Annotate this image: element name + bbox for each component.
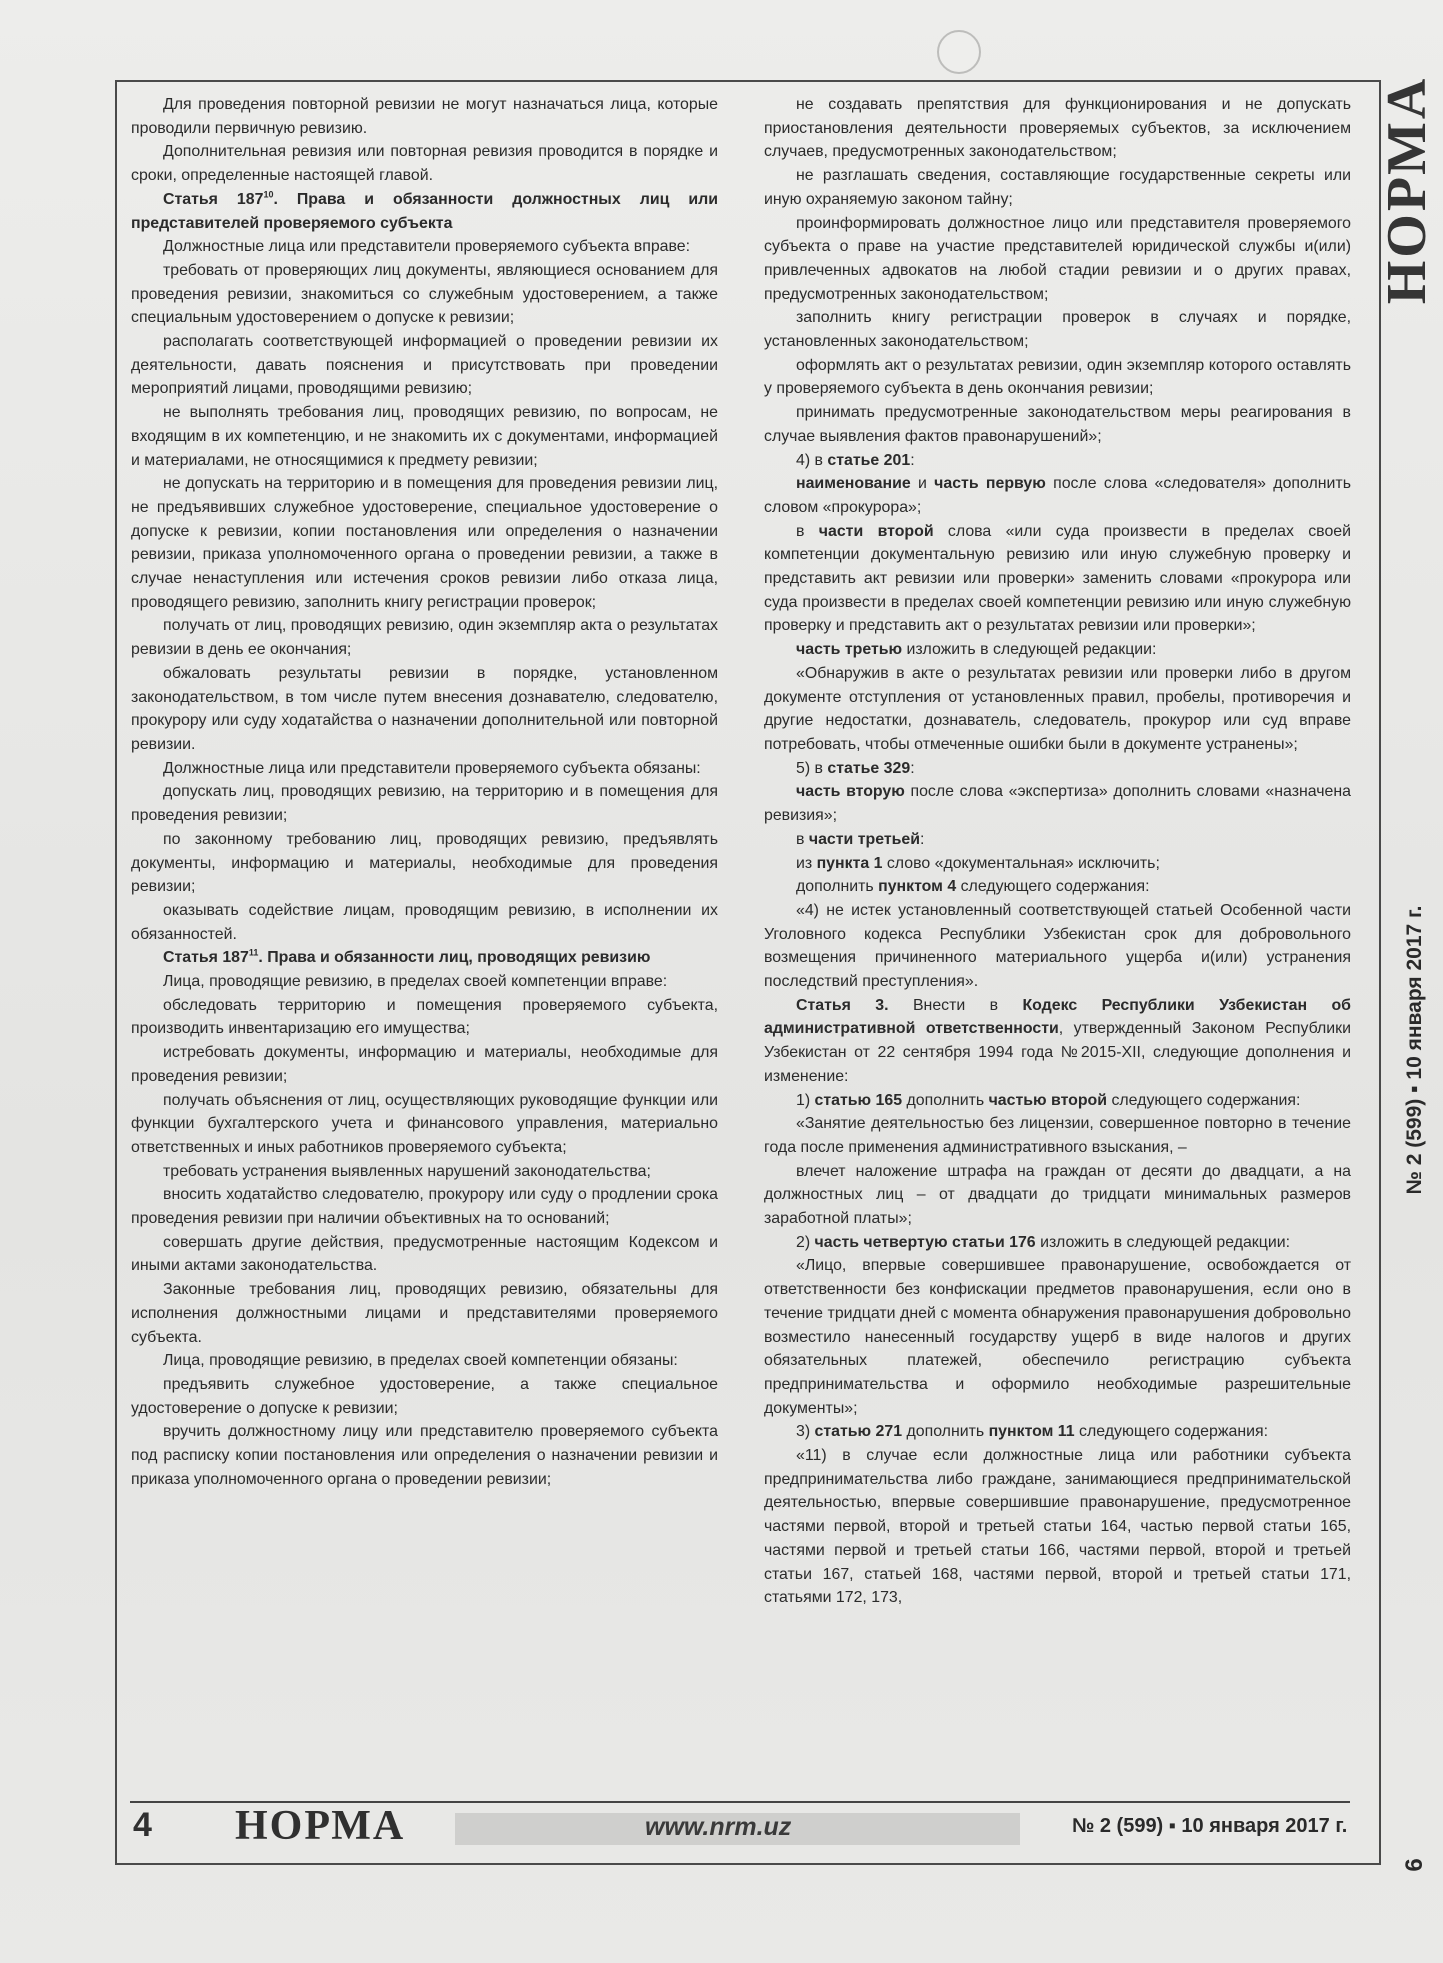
article-heading-187-11: Статья $187^{11}$. Права и обязанности лиц, проводящих ревизию	[163, 948, 651, 967]
paragraph: требовать устранения выявленных нарушений законодательства;	[163, 1162, 651, 1180]
side-issue-date: № 2 (599) ▪ 10 января 2017 г.	[1403, 905, 1426, 1195]
paragraph: 2) часть четвертую статьи 176 изложить в следующей редакции:	[796, 1233, 1291, 1251]
paragraph: 3) статью 271 дополнить пунктом 11 следующего содержания:	[796, 1423, 1268, 1441]
paragraph: получать от лиц, проводящих ревизию, один экземпляр акта о результатах ревизии в день ее окончания;	[131, 617, 718, 659]
side-page-number: 6	[1401, 1858, 1428, 1872]
paragraph: Лица, проводящие ревизию, в пределах своей компетенции обязаны:	[163, 1352, 678, 1370]
paragraph: обследовать территорию и помещения проверяемого субъекта, производить инвентаризацию его имущества;	[131, 996, 718, 1038]
paragraph: Для проведения повторной ревизии не могут назначаться лица, которые проводили первичную ревизию.	[131, 96, 718, 137]
paragraph: совершать другие действия, предусмотренные настоящим Кодексом и иными актами законодательства.	[131, 1233, 718, 1275]
paragraph: вносить ходатайство следователю, прокурору или суду о продлении срока проведения ревизии при наличии объективных на то оснований;	[131, 1186, 718, 1228]
left-column	[131, 93, 718, 1491]
right-column	[764, 93, 1351, 1610]
paragraph: по законному требованию лиц, проводящих ревизию, предъявлять документы, информацию и материалы, необходимые для проведения ревизии;	[131, 830, 718, 896]
paragraph: не разглашать сведения, составляющие государственные секреты или иную охраняемую законом тайну;	[764, 167, 1351, 208]
footer-masthead: НОРМА	[235, 1803, 406, 1849]
paragraph: Должностные лица или представители проверяемого субъекта вправе:	[163, 238, 691, 256]
paragraph: получать объяснения от лиц, осуществляющих руководящие функции или функции бухгалтерского учета и финансового управления, материально ответственных и иных работников проверяемого субъекта;	[131, 1091, 718, 1156]
paragraph: Законные требования лиц, проводящих ревизию, обязательны для исполнения должностными лицами и представителями проверяемого субъекта.	[131, 1281, 718, 1346]
paragraph: истребовать документы, информацию и материалы, необходимые для проведения ревизии;	[131, 1044, 718, 1085]
paragraph: требовать от проверяющих лиц документы, являющиеся основанием для проведения ревизии, знакомиться со служебным удостоверением, а также специальным удостоверением о допуске к ревизии;	[131, 261, 718, 327]
paragraph: дополнить пунктом 4 следующего содержания:	[796, 878, 1150, 896]
footer-page-number: 4	[133, 1806, 152, 1844]
paragraph: Лица, проводящие ревизию, в пределах своей компетенции вправе:	[163, 973, 668, 991]
paragraph: обжаловать результаты ревизии в порядке, установленном законодательством, в том числе путем внесения дознавателю, следователю, прокурору или суду ходатайства о назначении дополнительной или повторной ревизии.	[131, 664, 718, 753]
paragraph: не допускать на территорию и в помещения для проведения ревизии лиц, не предъявивших служебное удостоверение, специальное удостоверение о допуске к ревизии, копии постановления или определения о назначении ревизии, приказа уполномоченного органа о проведении ревизии, а также в случае ненаступления или истечения сроков ревизии либо отказа лица, проводящего ревизию, заполнить книгу регистрации проверок;	[131, 475, 718, 611]
paragraph: Дополнительная ревизия или повторная ревизия проводится в порядке и сроки, определенные настоящей главой.	[131, 143, 718, 185]
paragraph: в части второй слова «или суда произвести в пределах своей компетенции документальную ревизию или иную служебную проверку и представить акт ревизии или проверки» заменить словами «прокурора или суда произвести в пределах своей компетенции ревизию или иную служебную проверку и представить акт о результатах ревизии или проверки»;	[764, 522, 1351, 635]
paragraph: 1) статью 165 дополнить частью второй следующего содержания:	[796, 1091, 1301, 1109]
paragraph: «Обнаружив в акте о результатах ревизии или проверки либо в другом документе отступления от установленных правил, пробелы, противоречия и другие недостатки, дознаватель, следователь, прокурор или суд вправе потребовать, чтобы отмеченные ошибки были в документе устранены»;	[764, 664, 1351, 753]
side-masthead: НОРМА	[1376, 75, 1438, 305]
paragraph: 4) в статье 201:	[796, 451, 915, 469]
paragraph: предъявить служебное удостоверение, а также специальное удостоверение о допуске к ревизии;	[131, 1375, 718, 1417]
article-3-paragraph: Статья 3. Внести в Кодекс Республики Узбекистан об административной ответственности, утвержденный Законом Республики Узбекистан от 22 сентября 1994 года №2015-XII, следующие дополнения и изменение:	[764, 996, 1352, 1085]
paragraph: проинформировать должностное лицо или представителя проверяемого субъекта о праве на участие представителей юридической службы и(или) привлеченных адвокатов на любой стадии ревизии и о других правах, предусмотренных законодательством;	[764, 214, 1351, 303]
article-heading-187-10: Статья $187^{10}$. Права и обязанности должностных лиц или представителей проверяемого субъекта	[131, 189, 718, 232]
paragraph: «4) не истек установленный соответствующей статьей Особенной части Уголовного кодекса Республики Узбекистан срок для добровольного возмещения причиненного материального ущерба и(или) устранения последствий преступления».	[764, 901, 1351, 991]
paragraph: располагать соответствующей информацией о проведении ревизии их деятельности, давать пояснения и присутствовать при проведении мероприятий лицами, проводящими ревизию;	[131, 333, 718, 398]
paragraph: принимать предусмотренные законодательством меры реагирования в случае выявления фактов правонарушений»;	[764, 404, 1351, 445]
paragraph: допускать лиц, проводящих ревизию, на территорию и в помещения для проведения ревизии;	[131, 783, 718, 825]
punch-hole	[937, 30, 981, 74]
paragraph: «11) в случае если должностные лица или работники субъекта предпринимательства либо граждане, занимающиеся предпринимательской деятельностью, впервые совершившие правонарушение, предусмотренное частями первой, второй и третьей статьи 164, частью первой статьи 165, частями первой и третьей статьи 166, частями первой, второй и третьей статьи 167, статьей 168, частями первой, второй и третьей статьи 171, статьями 172, 173,	[764, 1447, 1351, 1607]
paragraph: Должностные лица или представители проверяемого субъекта обязаны:	[163, 759, 701, 777]
paragraph: часть третью изложить в следующей редакции:	[796, 641, 1157, 659]
paragraph: «Лицо, впервые совершившее правонарушение, освобождается от ответственности без конфискации предметов правонарушения, если оно в течение тридцати дней с момента обнаружения правонарушения добровольно возместило нанесенный государству ущерб в виде налогов и других обязательных платежей, обеспечило регистрацию субъекта предпринимательства и оформило необходимые разрешительные документы»;	[764, 1257, 1351, 1417]
paragraph: вручить должностному лицу или представителю проверяемого субъекта под расписку копии постановления или определения о назначении ревизии и приказа уполномоченного органа о проведении ревизии;	[131, 1423, 718, 1488]
paragraph: в части третьей:	[796, 830, 925, 848]
paragraph: часть вторую после слова «экспертиза» дополнить словами «назначена ревизия»;	[764, 783, 1351, 825]
paragraph: оказывать содействие лицам, проводящим ревизию, в исполнении их обязанностей.	[131, 901, 718, 943]
paragraph: из пункта 1 слово «документальная» исключить;	[796, 854, 1160, 872]
footer-url-link[interactable]: www.nrm.uz	[645, 1813, 792, 1841]
paragraph: оформлять акт о результатах ревизии, один экземпляр которого оставлять у проверяемого субъекта в день окончания ревизии;	[764, 356, 1351, 398]
paragraph: не выполнять требования лиц, проводящих ревизию, по вопросам, не входящим в их компетенцию, и не знакомить их с документами, информацией и материалами, не относящимися к предмету ревизии;	[131, 404, 718, 469]
paragraph: заполнить книгу регистрации проверок в случаях и порядке, установленных законодательством;	[764, 309, 1351, 351]
paragraph: влечет наложение штрафа на граждан от десяти до двадцати, а на должностных лиц – от двадцати до тридцати минимальных размеров заработной платы»;	[764, 1162, 1351, 1228]
paragraph: «Занятие деятельностью без лицензии, совершенное повторно в течение года после применения административного взыскания, –	[764, 1115, 1351, 1156]
paragraph: не создавать препятствия для функционирования и не допускать приостановления деятельности проверяемых субъектов, за исключением случаев, предусмотренных законодательством;	[764, 96, 1351, 161]
paragraph: наименование и часть первую после слова «следователя» дополнить словом «прокурора»;	[764, 475, 1351, 516]
paragraph: 5) в статье 329:	[796, 759, 915, 777]
footer-issue-date: № 2 (599) ▪ 10 января 2017 г.	[1072, 1815, 1348, 1837]
